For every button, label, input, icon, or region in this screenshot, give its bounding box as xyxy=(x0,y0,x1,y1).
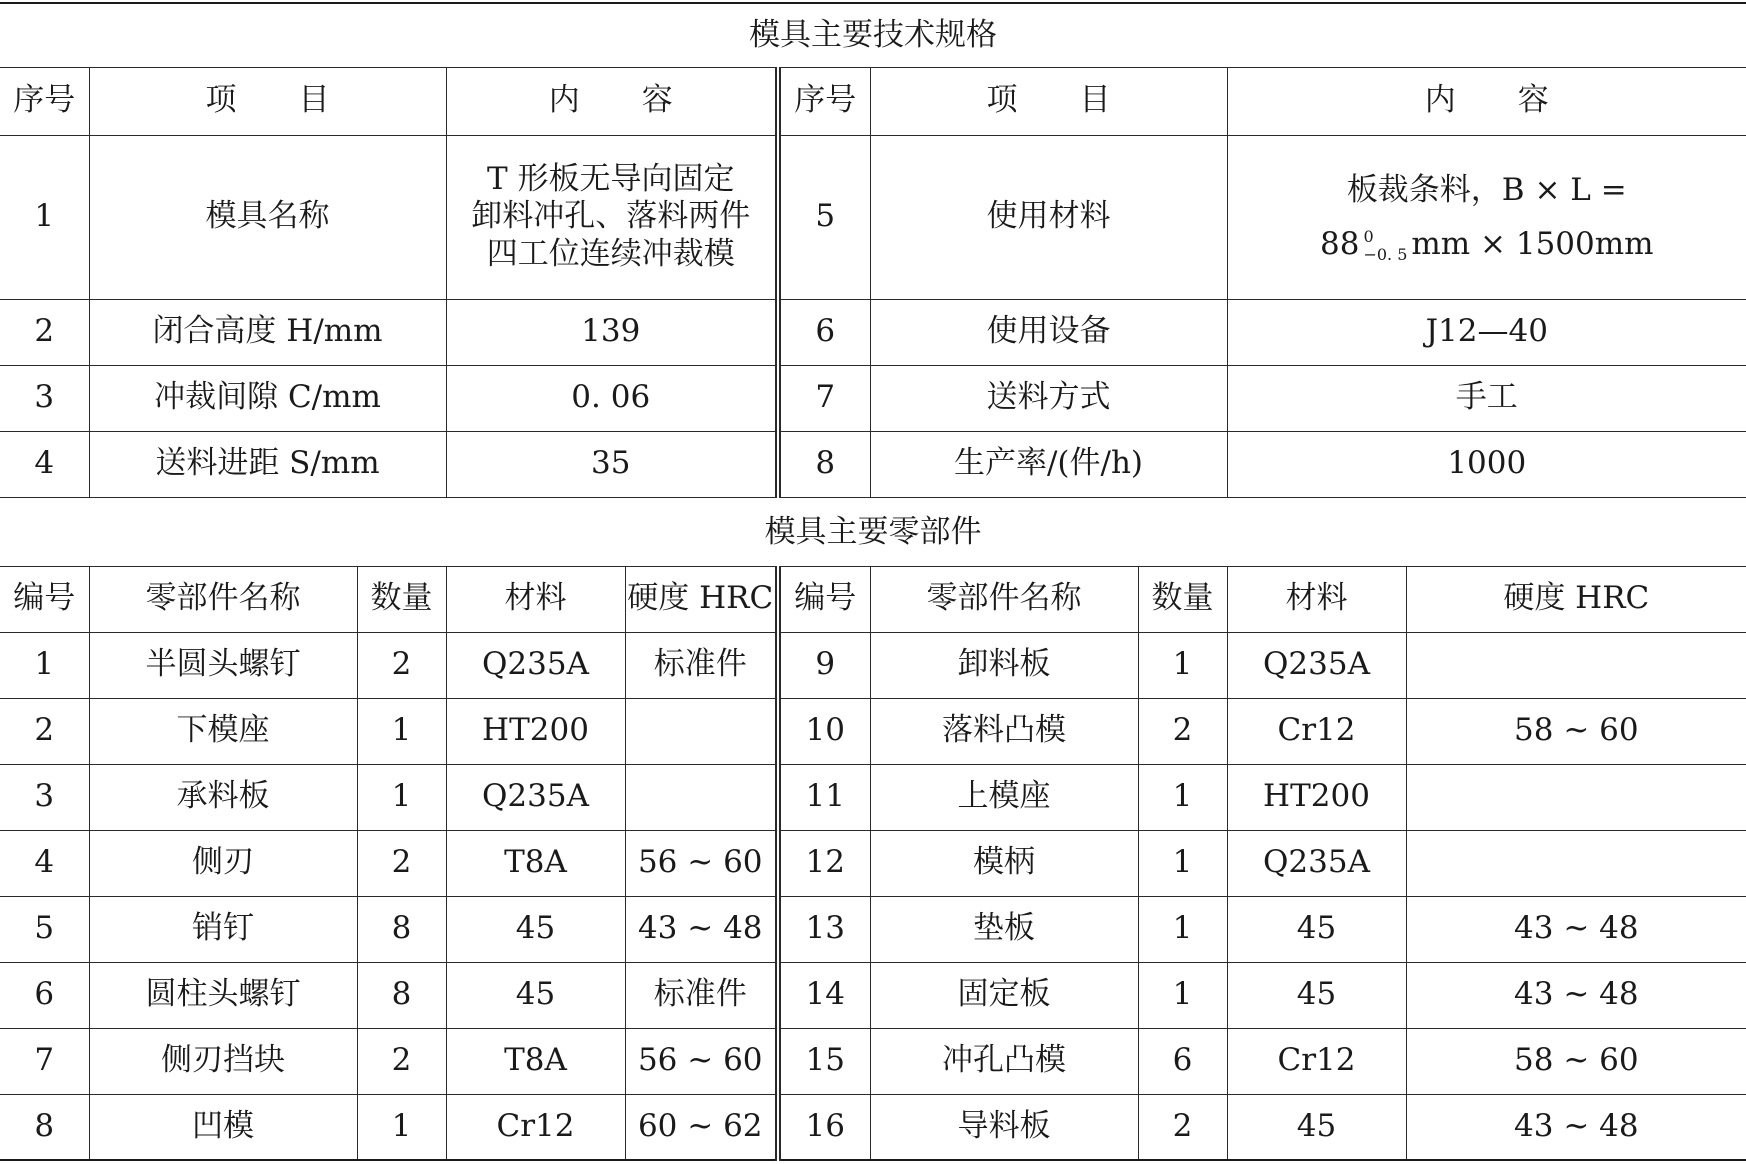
cell-part-name: 侧刃 xyxy=(89,830,357,896)
spec-header-row xyxy=(0,67,1746,135)
cell-number: 11 xyxy=(778,764,870,830)
cell-material: HT200 xyxy=(446,698,625,764)
content-line: 四工位连续冲裁模 xyxy=(486,235,735,272)
cell-number: 16 xyxy=(778,1094,870,1160)
cell-quantity: 1 xyxy=(357,1094,446,1160)
header-cell: 序号 xyxy=(0,67,89,135)
header-cell: 内 容 xyxy=(446,67,778,135)
cell-number: 1 xyxy=(0,632,89,698)
cell-material: Q235A xyxy=(446,764,625,830)
header-cell: 编号 xyxy=(0,566,89,632)
parts-header-row xyxy=(0,566,1746,632)
cell-hardness: 43 ~ 48 xyxy=(1406,962,1746,1028)
cell-number: 5 xyxy=(0,896,89,962)
cell-item: 使用材料 xyxy=(870,135,1227,299)
cell-number: 4 xyxy=(0,431,89,497)
header-cell: 数量 xyxy=(1138,566,1227,632)
cell-number: 2 xyxy=(0,299,89,365)
cell-part-name: 下模座 xyxy=(89,698,357,764)
cell-item: 送料进距 S/mm xyxy=(89,431,446,497)
cell-part-name: 承料板 xyxy=(89,764,357,830)
header-cell: 内 容 xyxy=(1227,67,1746,135)
cell-quantity: 2 xyxy=(357,830,446,896)
spec-table xyxy=(0,2,1746,498)
cell-quantity: 1 xyxy=(1138,830,1227,896)
parts-row xyxy=(0,830,1746,896)
cell-hardness: 56 ~ 60 xyxy=(625,830,778,896)
cell-material: T8A xyxy=(446,830,625,896)
cell-content: 1000 xyxy=(1227,431,1746,497)
cell-hardness: 60 ~ 62 xyxy=(625,1094,778,1160)
cell-number: 5 xyxy=(778,135,870,299)
cell-hardness xyxy=(1406,632,1746,698)
cell-part-name: 冲孔凸模 xyxy=(870,1028,1138,1094)
cell-content: 0. 06 xyxy=(446,365,778,431)
tolerance xyxy=(1363,228,1407,264)
cell-material: 45 xyxy=(1227,896,1406,962)
content-line: 卸料冲孔、落料两件 xyxy=(471,198,751,235)
cell-number: 15 xyxy=(778,1028,870,1094)
header-cell: 数量 xyxy=(357,566,446,632)
cell-hardness: 58 ~ 60 xyxy=(1406,698,1746,764)
parts-table-title: 模具主要零部件 xyxy=(0,500,1746,566)
content-line: T 形板无导向固定 xyxy=(486,161,735,198)
cell-part-name: 导料板 xyxy=(870,1094,1138,1160)
cell-part-name: 垫板 xyxy=(870,896,1138,962)
cell-item: 模具名称 xyxy=(89,135,446,299)
parts-row xyxy=(0,1094,1746,1160)
cell-material: Cr12 xyxy=(1227,1028,1406,1094)
material-base: 88 xyxy=(1319,226,1360,262)
cell-material: Q235A xyxy=(446,632,625,698)
cell-quantity: 1 xyxy=(1138,764,1227,830)
header-cell: 材料 xyxy=(1227,566,1406,632)
cell-item: 冲裁间隙 C/mm xyxy=(89,365,446,431)
cell-quantity: 8 xyxy=(357,962,446,1028)
cell-quantity: 1 xyxy=(357,698,446,764)
parts-row xyxy=(0,962,1746,1028)
cell-quantity: 1 xyxy=(1138,962,1227,1028)
cell-part-name: 圆柱头螺钉 xyxy=(89,962,357,1028)
cell-number: 8 xyxy=(34,1108,55,1145)
cell-number: 7 xyxy=(0,1028,89,1094)
cell-material: 45 xyxy=(1227,1094,1406,1160)
cell-content: 手工 xyxy=(1227,365,1746,431)
header-cell: 序号 xyxy=(778,67,870,135)
header-cell: 硬度 HRC xyxy=(625,566,778,632)
parts-row xyxy=(0,896,1746,962)
tolerance-lower: −0. 5 xyxy=(1363,244,1408,264)
parts-table xyxy=(0,500,1746,1161)
cell-quantity: 2 xyxy=(357,632,446,698)
header-cell: 硬度 HRC xyxy=(1406,566,1746,632)
cell-part-name: 固定板 xyxy=(870,962,1138,1028)
cell-material: HT200 xyxy=(1227,764,1406,830)
cell-item: 使用设备 xyxy=(870,299,1227,365)
cell-part-name: 半圆头螺钉 xyxy=(89,632,357,698)
header-cell: 项 目 xyxy=(89,67,446,135)
cell-material: T8A xyxy=(446,1028,625,1094)
cell-quantity: 1 xyxy=(1138,896,1227,962)
material-line-2 xyxy=(1228,217,1746,271)
cell-hardness: 43 ~ 48 xyxy=(1406,896,1746,962)
cell-material: Q235A xyxy=(1227,632,1406,698)
cell-number: 9 xyxy=(778,632,870,698)
cell-hardness xyxy=(625,764,778,830)
cell-number: 1 xyxy=(0,135,89,299)
cell-quantity: 2 xyxy=(1138,1094,1227,1160)
cell-quantity: 2 xyxy=(1138,698,1227,764)
cell-material: 45 xyxy=(446,896,625,962)
cell-hardness: 56 ~ 60 xyxy=(625,1028,778,1094)
header-cell: 编号 xyxy=(778,566,870,632)
cell-material: Q235A xyxy=(1227,830,1406,896)
cell-hardness: 标准件 xyxy=(625,962,778,1028)
cell-quantity: 6 xyxy=(1138,1028,1227,1094)
cell-quantity: 8 xyxy=(357,896,446,962)
cell-number: 6 xyxy=(778,299,870,365)
cell-hardness: 43 ~ 48 xyxy=(1406,1094,1746,1160)
cell-part-name: 落料凸模 xyxy=(870,698,1138,764)
cell-hardness xyxy=(625,698,778,764)
cell-item: 生产率/(件/h) xyxy=(870,431,1227,497)
tolerance-upper: 0 xyxy=(1363,226,1374,246)
cell-part-name: 销钉 xyxy=(89,896,357,962)
cell-number: 4 xyxy=(0,830,89,896)
header-cell: 材料 xyxy=(446,566,625,632)
cell-number: 3 xyxy=(0,365,89,431)
cell-number: 2 xyxy=(0,698,89,764)
parts-row xyxy=(0,764,1746,830)
cell-quantity: 2 xyxy=(357,1028,446,1094)
cell-part-name: 卸料板 xyxy=(870,632,1138,698)
cell-content: J12—40 xyxy=(1227,299,1746,365)
cell-number: 12 xyxy=(778,830,870,896)
material-line-1: 板裁条料，B × L = xyxy=(1346,172,1627,208)
cell-material: Cr12 xyxy=(1227,698,1406,764)
cell-hardness xyxy=(1406,764,1746,830)
header-cell: 项 目 xyxy=(870,67,1227,135)
parts-row xyxy=(0,632,1746,698)
cell-quantity: 1 xyxy=(357,764,446,830)
spec-row xyxy=(0,135,1746,299)
cell-material: 45 xyxy=(446,962,625,1028)
cell-content: 139 xyxy=(446,299,778,365)
cell-part-name: 上模座 xyxy=(870,764,1138,830)
cell-number: 13 xyxy=(778,896,870,962)
spec-row xyxy=(0,431,1746,497)
cell-item: 闭合高度 H/mm xyxy=(89,299,446,365)
cell-hardness: 58 ~ 60 xyxy=(1406,1028,1746,1094)
cell-hardness xyxy=(1406,830,1746,896)
header-cell: 零部件名称 xyxy=(89,566,357,632)
cell-quantity: 1 xyxy=(1138,632,1227,698)
cell-part-name: 凹模 xyxy=(89,1094,357,1160)
cell-material: 45 xyxy=(1227,962,1406,1028)
cell-content-material xyxy=(1227,135,1746,299)
cell-content xyxy=(446,135,778,299)
cell-content: 35 xyxy=(446,431,778,497)
header-cell: 零部件名称 xyxy=(870,566,1138,632)
cell-hardness: 43 ~ 48 xyxy=(625,896,778,962)
parts-row xyxy=(0,698,1746,764)
cell-part-name: 侧刃挡块 xyxy=(89,1028,357,1094)
cell-number: 14 xyxy=(778,962,870,1028)
cell-number: 7 xyxy=(778,365,870,431)
cell-number: 10 xyxy=(778,698,870,764)
cell-item: 送料方式 xyxy=(870,365,1227,431)
spec-row xyxy=(0,299,1746,365)
spec-row xyxy=(0,365,1746,431)
cell-number: 6 xyxy=(0,962,89,1028)
cell-part-name: 模柄 xyxy=(870,830,1138,896)
parts-row xyxy=(0,1028,1746,1094)
cell-hardness: 标准件 xyxy=(625,632,778,698)
cell-material: Cr12 xyxy=(446,1094,625,1160)
cell-number: 8 xyxy=(778,431,870,497)
cell-number: 3 xyxy=(0,764,89,830)
spec-table-title: 模具主要技术规格 xyxy=(0,3,1746,67)
material-rest: mm × 1500mm xyxy=(1411,226,1654,262)
